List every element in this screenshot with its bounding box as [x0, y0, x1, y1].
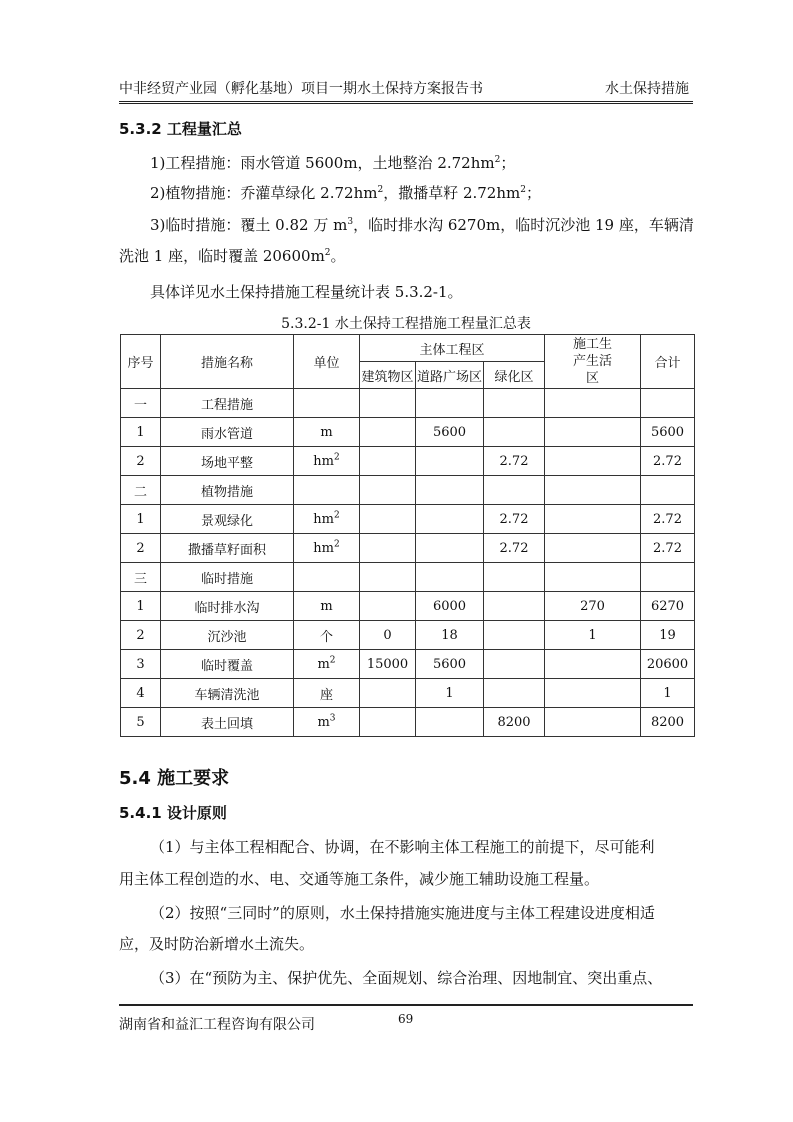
unit-superscript: 2 [333, 539, 340, 550]
table-row [121, 563, 695, 592]
cell-building-area [360, 534, 416, 563]
unit-text: m [317, 656, 330, 672]
cell-green-area [484, 418, 545, 447]
cell-unit [294, 592, 360, 621]
cell-unit [294, 621, 360, 650]
cell-unit [294, 476, 360, 505]
cell-green-area: 8200 [484, 708, 545, 737]
table-row [121, 679, 695, 708]
item2-part-a: 2)植物措施：乔灌草绿化 2.72hm [150, 184, 378, 202]
cell-building-area [360, 679, 416, 708]
table-row [121, 621, 695, 650]
item3-part-c: 洗池 1 座，临时覆盖 20600m [119, 247, 325, 265]
cell-measure-name: 表土回填 [161, 708, 294, 737]
item1-end: ； [500, 154, 516, 172]
cell-seq: 3 [121, 650, 161, 679]
cell-construction-living-area [545, 679, 641, 708]
cell-road-plaza-area: 6000 [416, 592, 484, 621]
cell-green-area [484, 389, 545, 418]
engineering-quantity-table [120, 334, 695, 737]
cell-road-plaza-area: 5600 [416, 650, 484, 679]
cell-construction-living-area: 1 [545, 621, 641, 650]
table-row [121, 592, 695, 621]
footer-company: 湖南省和益汇工程咨询有限公司 [119, 1017, 315, 1033]
unit-superscript: 2 [333, 452, 340, 463]
cell-measure-name: 工程措施 [161, 389, 294, 418]
cell-green-area: 2.72 [484, 505, 545, 534]
cell-building-area: 15000 [360, 650, 416, 679]
table-row [121, 534, 695, 563]
header-unit: 单位 [294, 335, 360, 389]
cell-building-area [360, 592, 416, 621]
cell-total [641, 389, 695, 418]
cell-measure-name: 沉沙池 [161, 621, 294, 650]
unit-text: hm [313, 453, 334, 469]
cell-green-area [484, 476, 545, 505]
section-heading-5-4-1: 5.4.1 设计原则 [119, 804, 227, 822]
item2-superscript-1: 2 [377, 185, 384, 195]
cell-construction-living-area [545, 418, 641, 447]
item3-superscript-1: 3 [347, 217, 354, 227]
cell-total: 5600 [641, 418, 695, 447]
principle-1-line-1: （1）与主体工程相配合、协调，在不影响主体工程施工的前提下，尽可能利 [150, 838, 655, 856]
header-green-area: 绿化区 [484, 362, 545, 389]
cell-construction-living-area: 270 [545, 592, 641, 621]
unit-text: hm [313, 540, 334, 556]
cell-total: 2.72 [641, 447, 695, 476]
cell-green-area [484, 650, 545, 679]
item3-superscript-2: 2 [324, 248, 331, 258]
table-row [121, 389, 695, 418]
unit-text: 座 [319, 687, 333, 703]
cell-unit [294, 534, 360, 563]
header-construction-living-area: 施工生产生活区 [545, 335, 641, 389]
cell-road-plaza-area [416, 447, 484, 476]
cell-measure-name: 雨水管道 [161, 418, 294, 447]
cell-road-plaza-area [416, 563, 484, 592]
cell-building-area: 0 [360, 621, 416, 650]
cell-green-area: 2.72 [484, 534, 545, 563]
cell-measure-name: 场地平整 [161, 447, 294, 476]
cell-seq: 2 [121, 534, 161, 563]
cell-seq: 一 [121, 389, 161, 418]
header-total: 合计 [641, 335, 695, 389]
cell-measure-name: 车辆清洗池 [161, 679, 294, 708]
table-row [121, 476, 695, 505]
cell-measure-name: 景观绿化 [161, 505, 294, 534]
principle-1-line-2: 用主体工程创造的水、电、交通等施工条件，减少施工辅助设施工程量。 [119, 870, 600, 888]
cell-measure-name: 临时覆盖 [161, 650, 294, 679]
cell-construction-living-area [545, 563, 641, 592]
header-building-area: 建筑物区 [360, 362, 416, 389]
header-main-project-area: 主体工程区 [360, 335, 545, 362]
item3-end: 。 [330, 247, 346, 265]
header-measure-name: 措施名称 [161, 335, 294, 389]
cell-building-area [360, 708, 416, 737]
cell-road-plaza-area: 5600 [416, 418, 484, 447]
cell-green-area [484, 679, 545, 708]
cell-construction-living-area [545, 534, 641, 563]
cell-unit [294, 708, 360, 737]
cell-total: 2.72 [641, 534, 695, 563]
paragraph-item-3-line-1 [150, 214, 694, 236]
cell-road-plaza-area [416, 708, 484, 737]
unit-text: m [320, 424, 333, 440]
unit-superscript: 2 [333, 510, 340, 521]
section-heading-5-3-2: 5.3.2 工程量汇总 [119, 120, 242, 138]
cell-road-plaza-area [416, 534, 484, 563]
cell-total: 20600 [641, 650, 695, 679]
cell-total: 19 [641, 621, 695, 650]
cell-unit [294, 650, 360, 679]
cell-construction-living-area [545, 708, 641, 737]
cell-measure-name: 撒播草籽面积 [161, 534, 294, 563]
cell-unit [294, 418, 360, 447]
paragraph-item-2 [150, 182, 541, 204]
cell-seq: 2 [121, 621, 161, 650]
paragraph-item-1 [150, 152, 515, 174]
cell-green-area: 2.72 [484, 447, 545, 476]
cell-total [641, 476, 695, 505]
cell-green-area [484, 621, 545, 650]
table-row [121, 708, 695, 737]
item2-end: ； [525, 184, 541, 202]
table-caption: 5.3.2-1 水土保持工程措施工程量汇总表 [281, 316, 531, 332]
unit-superscript: 3 [329, 713, 336, 724]
cell-measure-name: 临时排水沟 [161, 592, 294, 621]
item3-part-a: 3)临时措施：覆土 0.82 万 m [150, 216, 348, 234]
unit-text: m [317, 714, 330, 730]
paragraph-item-3-line-2 [119, 245, 346, 267]
cell-seq: 二 [121, 476, 161, 505]
cell-total [641, 563, 695, 592]
table-row [121, 505, 695, 534]
unit-text: m [320, 598, 333, 614]
cell-building-area [360, 476, 416, 505]
table-row [121, 650, 695, 679]
principle-2-line-1: （2）按照“三同时”的原则，水土保持措施实施进度与主体工程建设进度相适 [150, 904, 655, 922]
cell-seq: 1 [121, 592, 161, 621]
paragraph-table-reference: 具体详见水土保持措施工程量统计表 5.3.2-1。 [150, 283, 463, 301]
cell-road-plaza-area [416, 505, 484, 534]
unit-text: 个 [319, 629, 333, 645]
cell-seq: 5 [121, 708, 161, 737]
cell-unit [294, 505, 360, 534]
header-seq: 序号 [121, 335, 161, 389]
cell-road-plaza-area: 1 [416, 679, 484, 708]
cell-measure-name: 植物措施 [161, 476, 294, 505]
cell-building-area [360, 389, 416, 418]
unit-text: hm [313, 511, 334, 527]
cell-measure-name: 临时措施 [161, 563, 294, 592]
header-document-title: 中非经贸产业园（孵化基地）项目一期水土保持方案报告书 [119, 81, 483, 97]
cell-total: 2.72 [641, 505, 695, 534]
item1-superscript: 2 [494, 155, 501, 165]
cell-construction-living-area [545, 505, 641, 534]
cell-seq: 2 [121, 447, 161, 476]
table-row [121, 418, 695, 447]
cell-unit [294, 563, 360, 592]
item2-part-b: ，撒播草籽 2.72hm [383, 184, 521, 202]
cell-unit [294, 389, 360, 418]
cell-seq: 1 [121, 505, 161, 534]
unit-superscript: 2 [329, 655, 336, 666]
cell-seq: 4 [121, 679, 161, 708]
item3-part-b: ，临时排水沟 6270m，临时沉沙池 19 座，车辆清 [353, 216, 694, 234]
cell-green-area [484, 563, 545, 592]
cell-total: 1 [641, 679, 695, 708]
cell-road-plaza-area: 18 [416, 621, 484, 650]
cell-green-area [484, 592, 545, 621]
cell-seq: 1 [121, 418, 161, 447]
cell-building-area [360, 563, 416, 592]
section-heading-5-4: 5.4 施工要求 [119, 768, 230, 789]
cell-total: 8200 [641, 708, 695, 737]
cell-unit [294, 447, 360, 476]
footer-rule [119, 1004, 693, 1006]
cell-construction-living-area [545, 476, 641, 505]
principle-3-line-1: （3）在“预防为主、保护优先、全面规划、综合治理、因地制宜、突出重点、 [150, 969, 663, 987]
cell-unit [294, 679, 360, 708]
cell-building-area [360, 418, 416, 447]
table-row [121, 447, 695, 476]
page-number: 69 [398, 1012, 414, 1026]
principle-2-line-2: 应，及时防治新增水土流失。 [119, 935, 315, 953]
cell-construction-living-area [545, 389, 641, 418]
cell-road-plaza-area [416, 476, 484, 505]
cell-building-area [360, 447, 416, 476]
cell-road-plaza-area [416, 389, 484, 418]
header-rule [119, 101, 693, 104]
header-road-plaza-area: 道路广场区 [416, 362, 484, 389]
header-chapter-title: 水土保持措施 [605, 81, 689, 97]
cell-construction-living-area [545, 447, 641, 476]
cell-seq: 三 [121, 563, 161, 592]
cell-total: 6270 [641, 592, 695, 621]
item1-text: 1)工程措施：雨水管道 5600m，土地整治 2.72hm [150, 154, 495, 172]
item2-superscript-2: 2 [520, 185, 526, 195]
cell-construction-living-area [545, 650, 641, 679]
cell-building-area [360, 505, 416, 534]
